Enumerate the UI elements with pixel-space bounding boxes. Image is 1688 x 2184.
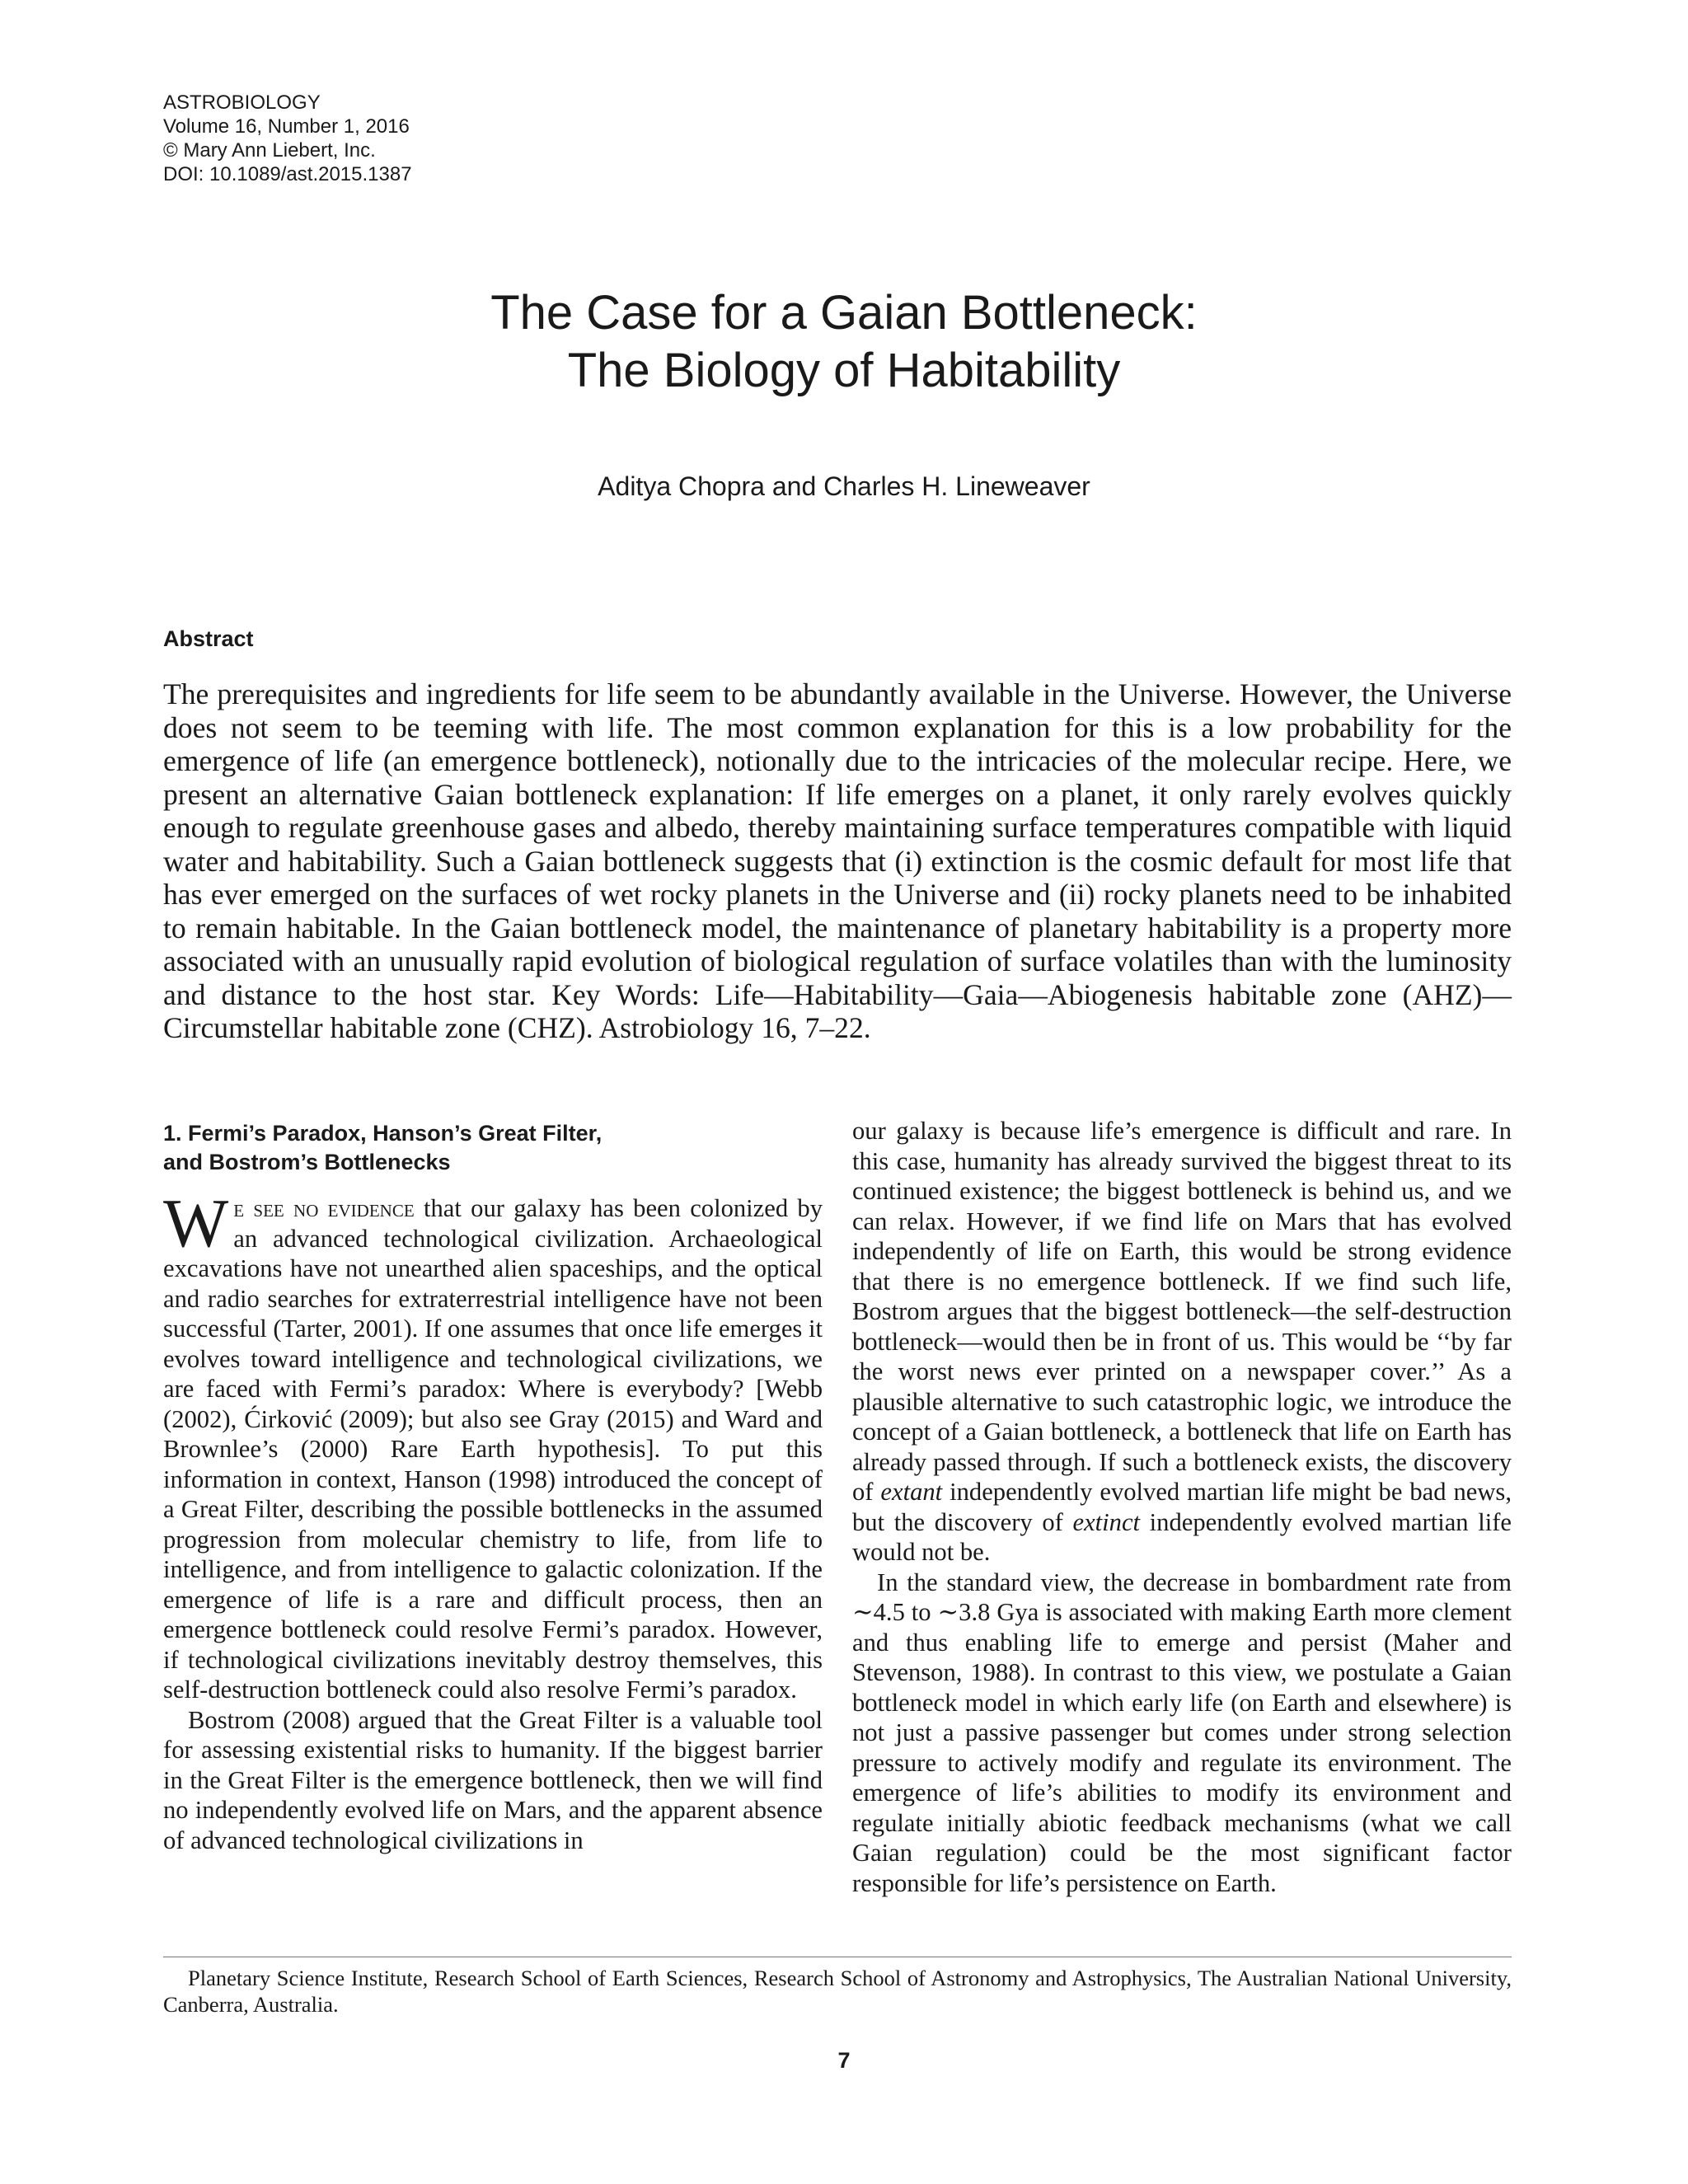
opening-smallcaps: e see no evidence (233, 1194, 415, 1222)
abstract-text: The prerequisites and ingredients for life seem to be abundantly available in the Universe. However, the Universe does not seem to be teeming with life. The most common explanation for this is a low probability for the emergence of life (an emergence bottleneck), notionally due to the intricacies of the molecular recipe. Here, we present an alternative Gaian bottleneck explanation: If life emerges on a planet, it only rarely evolves quickly enough to regulate greenhouse gases and albedo, thereby maintaining surface temperatures compatible with liquid water and habitability. Such a Gaian bottleneck suggests that (i) extinction is the cosmic default for most life that has ever emerged on the surfaces of wet rocky planets in the Universe and (ii) rocky planets need to be inhabited to remain habitable. In the Gaian bottleneck model, the maintenance of planetary habitability is a property more associated with an unusually rapid evolution of biological regulation of surface volatiles than with the luminosity and distance to the host star. Key Words: Life—Habitability—Gaia—Abiogenesis habitable zone (AHZ)—Circumstellar habitable zone (CHZ). Astrobiology 16, 7–22. (163, 677, 1512, 1044)
journal-volume: Volume 16, Number 1, 2016 (163, 115, 410, 138)
page-title (0, 284, 1688, 400)
page-number: 7 (837, 2048, 851, 2073)
journal-name: ASTROBIOLOGY (163, 91, 321, 114)
journal-copyright: © Mary Ann Liebert, Inc. (163, 139, 376, 162)
drop-cap: W (163, 1185, 229, 1262)
section-heading (163, 1119, 823, 1177)
section-heading-line-2: and Bostrom’s Bottlenecks (163, 1150, 451, 1174)
journal-header (163, 91, 412, 186)
title-line-1: The Case for a Gaian Bottleneck: (490, 286, 1198, 340)
paragraph-1 (163, 1185, 823, 1705)
italic-extinct: extinct (1072, 1507, 1141, 1536)
paragraph-4: In the standard view, the decrease in bombardment rate from ∼4.5 to ∼3.8 Gya is associated with making Earth more clement and thus enabling life to emerge and persist (Maher and Stevenson, 1988). In contrast to this view, we postulate a Gaian bottleneck model in which early life (on Earth and elsewhere) is not just a passive passenger but comes under strong selection pressure to actively modify and regulate its environment. The emergence of life’s abilities to modify its environment and regulate initially abiotic feedback mechanisms (what we call Gaian regulation) could be the most significant factor responsible for life’s persistence on Earth. (852, 1568, 1512, 1897)
section-heading-line-1: 1. Fermi’s Paradox, Hanson’s Great Filter, (163, 1121, 603, 1146)
paragraph-2: Bostrom (2008) argued that the Great Filter is a valuable tool for assessing existential risks to humanity. If the biggest barrier in the Great Filter is the emergence bottleneck, then we will find no independently evolved life on Mars, and the apparent absence of advanced technological civilizations in (163, 1705, 823, 1854)
left-column (163, 1119, 823, 1855)
paragraph-3 (852, 1116, 1512, 1568)
paragraph-1-text: that our galaxy has been colonized by an advanced technological civilization. Archaeological excavations have not unearthed alien spaceships, and the optical and radio searches for extraterrestrial intelligence have not been successful (Tarter, 2001). If one assumes that once life emerges it evolves toward intelligence and technological civilizations, we are faced with Fermi’s paradox: Where is everybody? [Webb (2002), Ćirković (2009); but also see Gray (2015) and Ward and Brownlee’s (2000) Rare Earth hypothesis]. To put this information in context, Hanson (1998) introduced the concept of a Great Filter, describing the possible bottlenecks in the assumed progression from molecular chemistry to life, from life to intelligence, and from intelligence to galactic colonization. If the emergence of life is a rare and difficult process, then an emergence bottleneck could resolve Fermi’s paradox. However, if technological civilizations inevitably destroy themselves, this self-destruction bottleneck could also resolve Fermi’s paradox. (163, 1194, 823, 1704)
title-line-2: The Biology of Habitability (567, 344, 1121, 397)
paragraph-3-text-c: independently evolved martian life would not be. (852, 1507, 1512, 1566)
journal-doi: DOI: 10.1089/ast.2015.1387 (163, 163, 412, 185)
paragraph-3-text-b: independently evolved martian life might be bad news, but the discovery of (852, 1478, 1512, 1536)
abstract-heading: Abstract (163, 626, 254, 651)
right-column (852, 1116, 1512, 1898)
italic-extant: extant (880, 1478, 943, 1506)
authors: Aditya Chopra and Charles H. Lineweaver (598, 471, 1090, 501)
paragraph-3-text-a: our galaxy is because life’s emergence is difficult and rare. In this case, humanity has already survived the biggest threat to its continued existence; the biggest bottleneck is behind us, and we can relax. However, if we find life on Mars that has evolved independently of life on Earth, this would be strong evidence that there is no emergence bottleneck. If we find such life, Bostrom argues that the biggest bottleneck—the self-destruction bottleneck—would then be in front of us. This would be ‘‘by far the worst news ever printed on a newspaper cover.’’ As a plausible alternative to such catastrophic logic, we introduce the concept of a Gaian bottleneck, a bottleneck that life on Earth has already passed through. If such a bottleneck exists, the discovery of (852, 1117, 1512, 1506)
affiliation-footnote: Planetary Science Institute, Research School of Earth Sciences, Research School of Astronomy and Astrophysics, The Australian National University, Canberra, Australia. (163, 1966, 1512, 2017)
